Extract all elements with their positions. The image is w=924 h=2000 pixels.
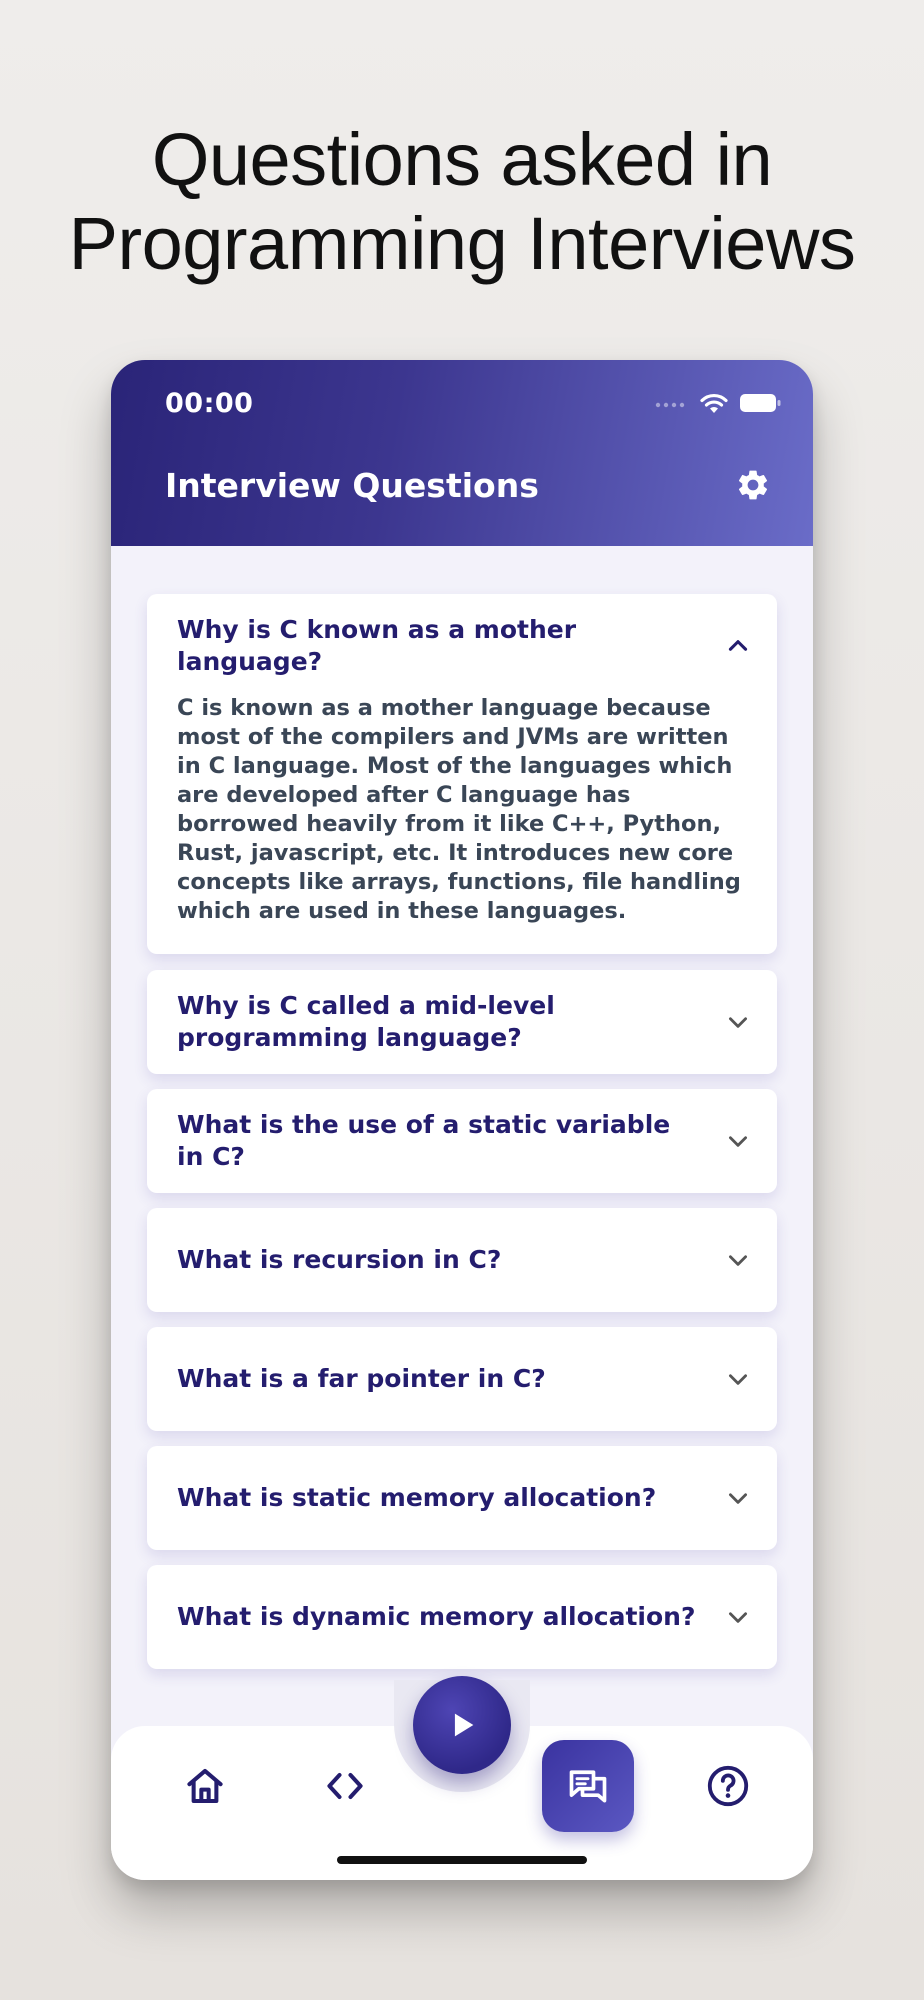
home-indicator [337,1856,587,1864]
question-text: What is static memory allocation? [177,1483,657,1512]
chevron-down-icon[interactable] [725,1247,751,1273]
nav-code-button[interactable] [299,1740,391,1832]
chevron-up-icon[interactable] [725,633,751,659]
home-icon [183,1764,227,1808]
headline-line-1: Questions asked in [151,118,773,201]
chat-icon [566,1764,610,1808]
question-text: Why is C known as a mother language? [177,615,577,676]
question-card[interactable] [147,1327,777,1431]
nav-chat-button[interactable] [542,1740,634,1832]
battery-icon [739,392,781,414]
code-icon [323,1764,367,1808]
question-text: What is the use of a static variable in C? [177,1110,671,1171]
status-icons [655,390,781,416]
chevron-down-icon[interactable] [725,1604,751,1630]
question-text: What is a far pointer in C? [177,1364,546,1393]
question-card[interactable] [147,1089,777,1193]
question-card[interactable] [147,594,777,954]
status-time: 00:00 [165,388,254,419]
headline-line-2: Programming Interviews [68,202,856,285]
play-icon [445,1708,479,1742]
question-card[interactable] [147,1446,777,1550]
phone-screen [111,360,813,1880]
chevron-down-icon[interactable] [725,1366,751,1392]
nav-home-button[interactable] [159,1740,251,1832]
question-text: What is recursion in C? [177,1245,502,1274]
question-card[interactable] [147,1565,777,1669]
chevron-down-icon[interactable] [725,1485,751,1511]
help-icon [705,1763,751,1809]
question-text: Why is C called a mid-level programming language? [177,991,555,1052]
wifi-icon [699,392,729,414]
app-bar [111,360,813,546]
play-button[interactable] [413,1676,511,1774]
page-headline [0,118,924,286]
question-card[interactable] [147,970,777,1074]
answer-text: C is known as a mother language because most of the compilers and JVMs are written in C language. Most of the languages which are developed after C language has borrowed heavily from it like C++, Python, Rust, javascript, etc. It introduces new core concepts like arrays, functions, file handling which are used in these languages. [177,695,741,924]
chevron-down-icon[interactable] [725,1128,751,1154]
signal-icon [655,398,689,408]
question-text: What is dynamic memory allocation? [177,1602,696,1631]
question-card[interactable] [147,1208,777,1312]
chevron-down-icon[interactable] [725,1009,751,1035]
nav-help-button[interactable] [682,1740,774,1832]
gear-icon[interactable] [735,467,771,503]
app-bar-title: Interview Questions [165,466,539,505]
